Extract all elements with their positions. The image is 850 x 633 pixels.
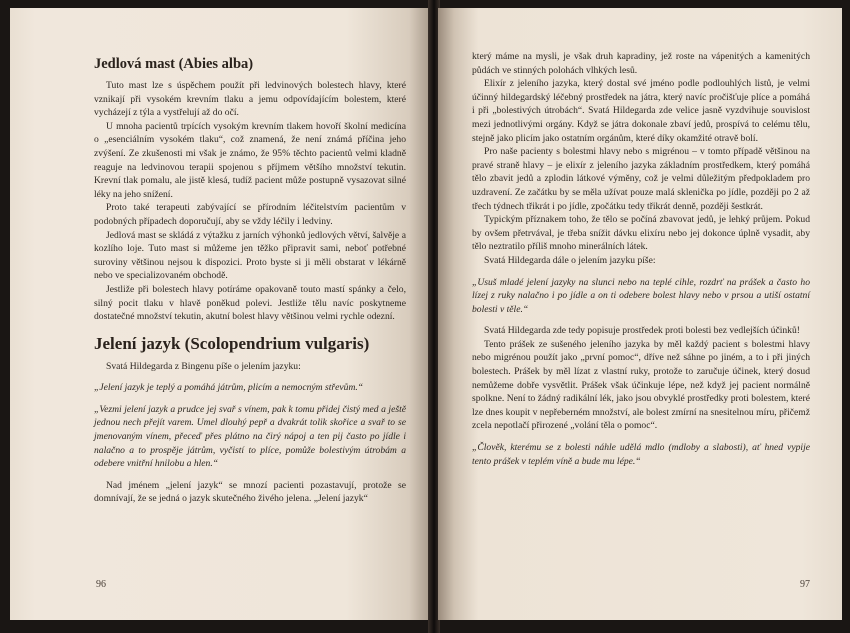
left-page: [10, 8, 430, 620]
page-number: 96: [96, 579, 106, 590]
paragraph: Tento prášek ze sušeného jeleního jazyka by měl každý pacient s bolestmi hlavy nebo migrénou použít jako „první pomoc“, dříve než sáhne po jiném, a to i při jiných bolestech. Prášek by měl lízat z vlastní ruky, protože to zaručuje účinek, který dosud nemůžeme dobře vysvětlit. Prášek však účinkuje lépe, než když jej pacient normálně spolkne. Není to žádný radikální lék, jako jsou obvyklé prostředky proti bolestem, které lze dnes koupit v nepřeberném množství, ale bolest zmírní na snesitelnou míru, přičemž zcela nepotlačí přirozené „volání těla o pomoc“.: [472, 338, 810, 432]
paragraph: Svatá Hildegarda dále o jelením jazyku píše:: [484, 254, 656, 266]
paragraph: Elixír z jeleního jazyka, který dostal své jméno podle podlouhlých listů, je velmi účinný hildegardský léčebný prostředek na játra, který navíc pročišťuje plíce a pomáhá i při „bolestivých útrobách“. Svatá Hildegarda zde velice jasně vyzdvihuje souvislost mezi jednotlivými orgány. Když se játra dokonale zbaví jedů, prospívá to celému tělu, stejně jako plicím jako ostatním orgánům, které díky okamžité otravě bolí.: [472, 78, 810, 144]
quote: „Usuš mladé jelení jazyky na slunci nebo na teplé cihle, rozdrť na prášek a často ho lízej z ruky nalačno i po jídle a on ti odebere bolest hlavy nebo v prsou a utiší ostatní bolesti v těle.“: [472, 276, 810, 315]
paragraph: Svatá Hildegarda zde tedy popisuje prostředek proti bolesti bez vedlejších účinků!: [484, 325, 800, 337]
paragraph: Nad jménem „jelení jazyk“ se mnozí pacienti pozastavují, protože se domnívají, že se jedná o jazyk skutečného živého jelena. „Jelení jazyk“: [94, 479, 406, 505]
paragraph: Proto také terapeuti zabývající se přírodním léčitelstvím pacientům v podobných případech doporučují, aby se vždy léčily i ledviny.: [94, 202, 406, 227]
quote: „Jelení jazyk je teplý a pomáhá játrům, plicím a nemocným střevům.“: [94, 382, 364, 394]
paragraph: Typickým příznakem toho, že tělo se počíná zbavovat jedů, je lehký průjem. Pokud by ovšem přetrvával, je třeba snížit dávku elixíru nebo jej dokonce úplně vysadit, aby tělo neztratilo příliš mnoho minerálních látek.: [472, 214, 810, 253]
paragraph: U mnoha pacientů trpících vysokým krevním tlakem hovoří školní medicína o „esenciálním vysokém tlaku“, což znamená, že není známá příčina jeho zvýšení. Ze zkušenosti mi však je známo, že 95% těchto pacientů velmi kladně reaguje na ledvinovou terapii spojenou s příjmem většího množství tekutin. Krevní tlak pomalu, ale jistě klesá, tudíž pacient může postupně vysazovat silné léky na jeho snížení.: [94, 120, 406, 200]
paragraph: Jedlová mast se skládá z výtažku z jarních výhonků jedlových větví, šalvěje a kozlího loje. Tuto mast si můžeme jen těžko připravit sami, neboť potřebné suroviny většinou nejsou k dispozici. Proto byste si ji měli obstarat v lékárně nebo ve specializovaném obchodě.: [94, 229, 406, 282]
right-page: [438, 8, 842, 620]
quote: „Vezmi jelení jazyk a prudce jej svař s vínem, pak k tomu přidej čistý med a ještě jednou nech přejít varem. Umel dlouhý pepř a dvakrát tolik skořice a svař to se jmenovaným vínem, přeceď přes plátno na čirý nápoj a ten pij často po jídle i nalačno a to prospěje játrům, vyčistí to plíce, pomůže bolestivým útrobám a odebere vnitřní hnilobu a hlen.“: [94, 403, 406, 470]
paragraph: Tuto mast lze s úspěchem použít při ledvinových bolestech hlavy, které vznikají při vysokém krevním tlaku a jemu odpovídajícím bolestem, které vycházejí z týla a vystřelují až do očí.: [94, 80, 406, 119]
paragraph: Svatá Hildegarda z Bingenu píše o jelením jazyku:: [106, 360, 301, 372]
section-heading-jedlova-mast: Jedlová mast (Abies alba): [94, 56, 254, 72]
paragraph: který máme na mysli, je však druh kapradiny, jež roste na vápenitých a kamenitých půdách ve stinných polohách vlhkých lesů.: [472, 51, 810, 76]
page-number: 97: [800, 579, 810, 590]
paragraph: Jestliže při bolestech hlavy potíráme opakovaně touto mastí spánky a čelo, silný pocit tlaku v hlavě poněkud polevi. Jestliže tělu navíc poskytneme dostatečné množství tekutin, akutní bolest hlavy většinou velmi rychle odezní.: [94, 283, 406, 323]
paragraph: Pro naše pacienty s bolestmi hlavy nebo s migrénou – v tomto případě většinou na pravé straně hlavy – je elixír z jeleního jazyka základním prostředkem, který pomáhá tělo zbavit jedů a zplodin látkové výměny, což je velmi důležitým předpokladem pro uzdravení. Ze začátku by se měla užívat pouze malá sklenička po jídle, později po 2 až třech týdnech třikrát i po jídle, zpočátku tedy třikrát denně, později šestkrát.: [472, 146, 810, 212]
quote: „Člověk, kterému se z bolesti náhle udělá mdlo (mdloby a slabosti), ať hned vypije tento prášek v teplém víně a bude mu lépe.“: [472, 442, 810, 467]
section-heading-jeleni-jazyk: Jelení jazyk (Scolopendrium vulgaris): [94, 333, 370, 353]
